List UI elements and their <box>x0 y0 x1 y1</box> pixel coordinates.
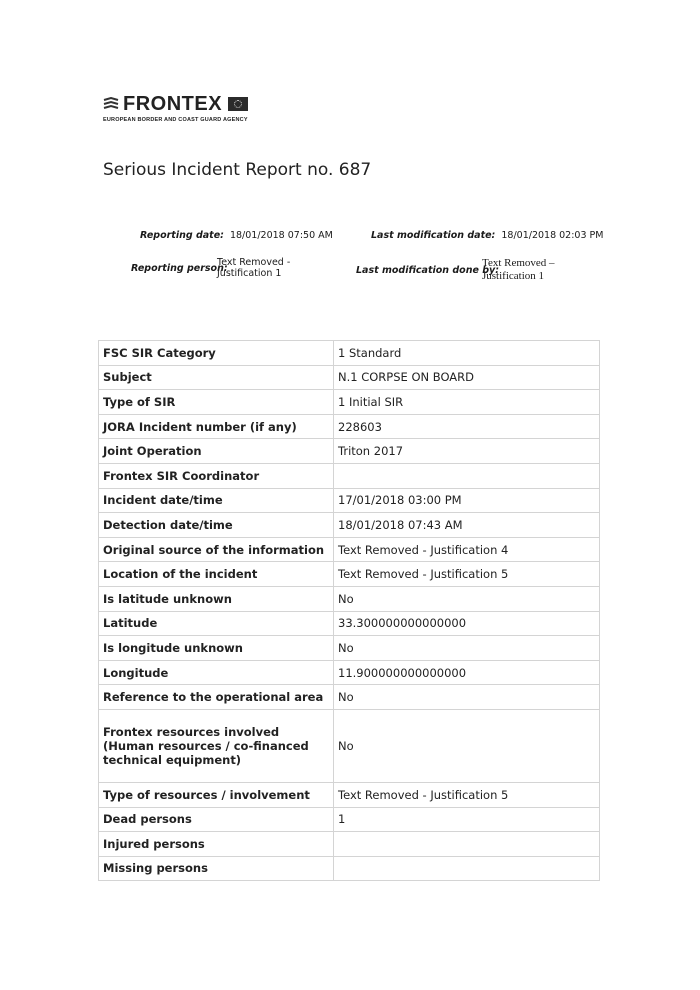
row-label: Original source of the information <box>99 537 334 562</box>
row-label: Reference to the operational area <box>99 685 334 710</box>
row-value: No <box>334 685 600 710</box>
last-modification-date <box>371 230 603 241</box>
row-label: FSC SIR Category <box>99 341 334 366</box>
row-value: 228603 <box>334 414 600 439</box>
row-value: No <box>334 586 600 611</box>
row-label: Type of SIR <box>99 390 334 415</box>
reporting-person-label-text: Reporting person: <box>131 263 228 274</box>
logo-subtitle: EUROPEAN BORDER AND COAST GUARD AGENCY <box>103 117 248 123</box>
row-value: Text Removed - Justification 5 <box>334 562 600 587</box>
table-row <box>99 365 600 390</box>
last-mod-by-label <box>356 265 499 276</box>
row-label: Injured persons <box>99 832 334 857</box>
row-label: Is latitude unknown <box>99 586 334 611</box>
incident-table <box>98 340 600 881</box>
row-value <box>334 856 600 881</box>
row-value: 1 Initial SIR <box>334 390 600 415</box>
table-row <box>99 856 600 881</box>
table-row <box>99 636 600 661</box>
reporting-date <box>140 230 333 241</box>
table-row <box>99 586 600 611</box>
last-mod-date-value: 18/01/2018 02:03 PM <box>501 230 604 241</box>
frontex-logo <box>103 93 248 123</box>
row-value: 18/01/2018 07:43 AM <box>334 513 600 538</box>
reporting-person-value-line1: Text Removed - <box>217 257 291 268</box>
row-label: Subject <box>99 365 334 390</box>
row-value: No <box>334 709 600 782</box>
page-title: Serious Incident Report no. 687 <box>103 160 372 180</box>
reporting-date-value: 18/01/2018 07:50 AM <box>229 230 333 241</box>
row-value: 1 Standard <box>334 341 600 366</box>
row-label: Dead persons <box>99 807 334 832</box>
reporting-person-label <box>131 263 228 274</box>
table-row <box>99 513 600 538</box>
row-value: 17/01/2018 03:00 PM <box>334 488 600 513</box>
table-row <box>99 537 600 562</box>
table-row <box>99 414 600 439</box>
row-label: Frontex resources involved (Human resources / co-financed technical equipment) <box>99 709 334 782</box>
last-mod-by-value-line1: Text Removed – <box>482 257 555 269</box>
table-row <box>99 341 600 366</box>
table-row <box>99 390 600 415</box>
row-value: No <box>334 636 600 661</box>
row-label: Location of the incident <box>99 562 334 587</box>
last-mod-by-value <box>482 257 555 283</box>
frontex-waves-icon <box>103 97 119 111</box>
table-row <box>99 463 600 488</box>
row-label: Detection date/time <box>99 513 334 538</box>
row-value: 1 <box>334 807 600 832</box>
row-label: Missing persons <box>99 856 334 881</box>
table-row <box>99 439 600 464</box>
table-row <box>99 807 600 832</box>
row-label: Type of resources / involvement <box>99 782 334 807</box>
logo-wordmark: FRONTEX <box>123 93 223 115</box>
reporting-date-label: Reporting date: <box>140 230 224 241</box>
table-row <box>99 709 600 782</box>
row-value: Text Removed - Justification 4 <box>334 537 600 562</box>
reporting-person-value-line2: Justification 1 <box>217 268 282 279</box>
row-label: Incident date/time <box>99 488 334 513</box>
reporting-person-value <box>217 257 290 279</box>
row-value: Triton 2017 <box>334 439 600 464</box>
table-row <box>99 660 600 685</box>
row-value <box>334 832 600 857</box>
row-value: 11.900000000000000 <box>334 660 600 685</box>
table-row <box>99 782 600 807</box>
row-label: Joint Operation <box>99 439 334 464</box>
table-row <box>99 562 600 587</box>
table-row <box>99 832 600 857</box>
last-mod-by-value-line2: Justification 1 <box>482 270 545 282</box>
row-value: 33.300000000000000 <box>334 611 600 636</box>
last-mod-by-label-text: Last modification done by: <box>356 265 499 276</box>
row-label: Frontex SIR Coordinator <box>99 463 334 488</box>
row-value <box>334 463 600 488</box>
table-row <box>99 488 600 513</box>
row-label: Latitude <box>99 611 334 636</box>
table-row <box>99 685 600 710</box>
eu-flag-icon <box>228 97 248 111</box>
row-label: Longitude <box>99 660 334 685</box>
row-value: N.1 CORPSE ON BOARD <box>334 365 600 390</box>
table-row <box>99 611 600 636</box>
row-value: Text Removed - Justification 5 <box>334 782 600 807</box>
last-mod-date-label: Last modification date: <box>371 230 496 241</box>
row-label: Is longitude unknown <box>99 636 334 661</box>
row-label: JORA Incident number (if any) <box>99 414 334 439</box>
